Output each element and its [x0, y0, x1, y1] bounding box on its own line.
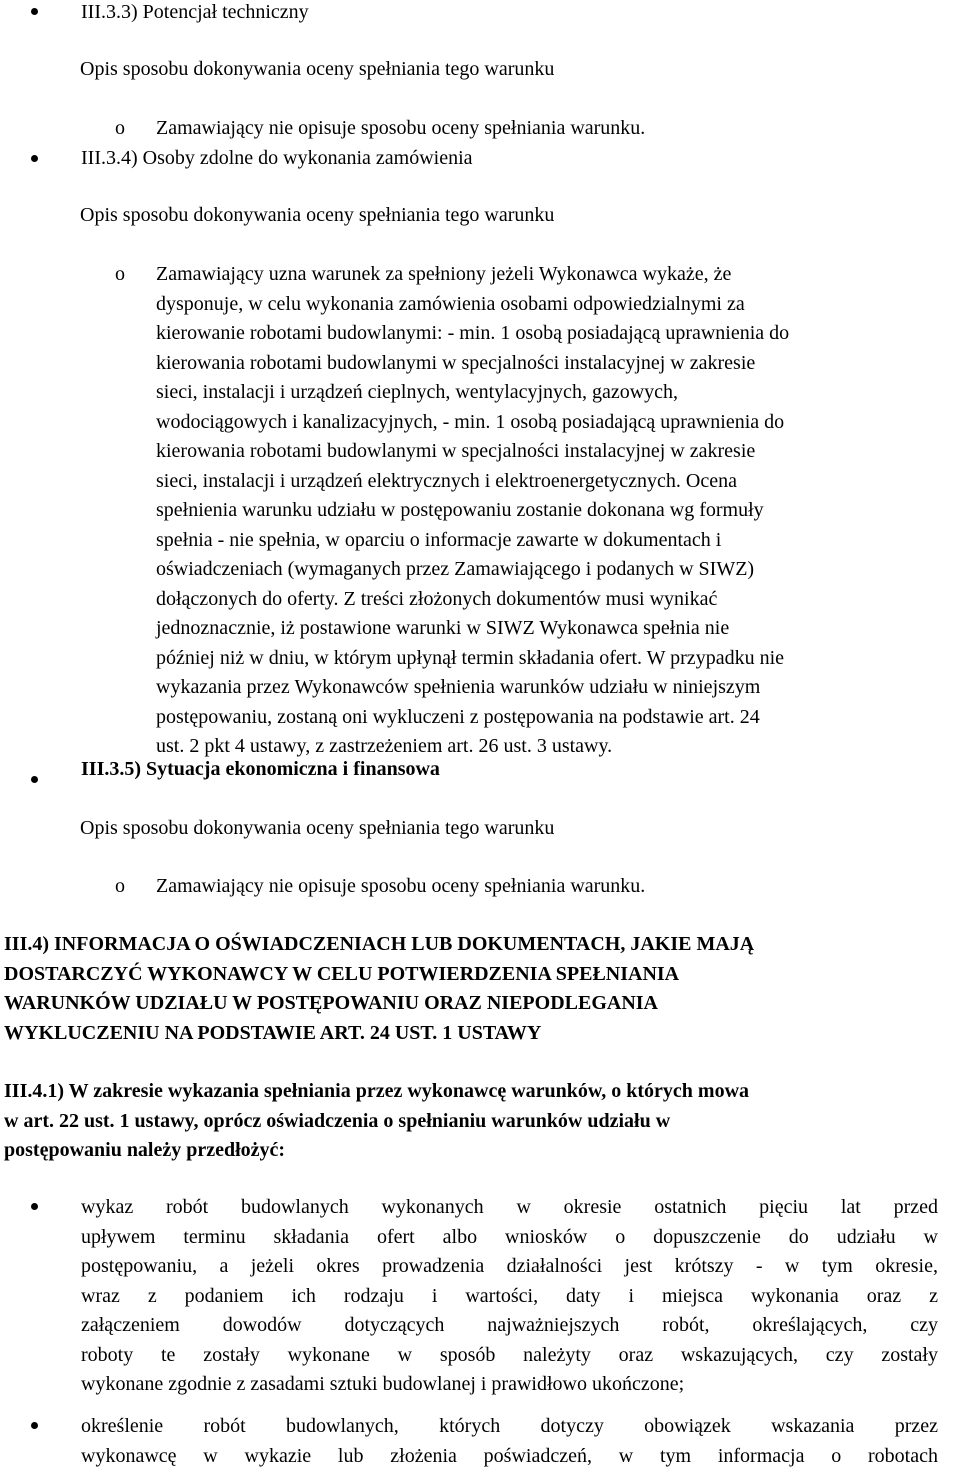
paragraph-line: oświadczeniach (wymaganych przez Zamawiającego i podanych w SIWZ): [156, 555, 938, 585]
paragraph-line: kierowania robotami budowlanymi w specjalności instalacyjnej w zakresie: [156, 349, 938, 379]
bullet-dot-icon: [31, 155, 38, 162]
list-item-line: roboty te zostały wykonane w sposób należyty oraz wskazujących, czy zostały: [81, 1341, 938, 1371]
bullet-dot-icon: [31, 8, 38, 15]
section-heading-III-4: [4, 930, 954, 1048]
bullet-dot-icon: [31, 1203, 38, 1210]
bullet-dot-icon: [31, 1422, 38, 1429]
paragraph-line: ust. 2 pkt 4 ustawy, z zastrzeżeniem art. 26 ust. 3 ustawy.: [156, 732, 938, 762]
section-heading-III-4-1: [4, 1077, 954, 1166]
paragraph-line: postępowaniu, zostaną oni wykluczeni z postępowania na podstawie art. 24: [156, 703, 938, 733]
list-item-line: załączeniem dowodów dotyczących najważniejszych robót, określających, czy: [81, 1311, 938, 1341]
list-item: [81, 1412, 938, 1471]
section-heading-III-3-4: III.3.4) Osoby zdolne do wykonania zamówienia: [81, 144, 950, 174]
heading-line: postępowaniu należy przedłożyć:: [4, 1136, 954, 1166]
paragraph-line: dysponuje, w celu wykonania zamówienia osobami odpowiedzialnymi za: [156, 290, 938, 320]
description-label: Opis sposobu dokonywania oceny spełniania tego warunku: [80, 201, 554, 231]
paragraph-line: dołączonych do oferty. Z treści złożonych dokumentów musi wynikać: [156, 585, 938, 615]
list-item-line: wraz z podaniem ich rodzaju i wartości, daty i miejsca wykonania oraz z: [81, 1282, 938, 1312]
paragraph-line: kierowania robotami budowlanymi w specjalności instalacyjnej w zakresie: [156, 437, 938, 467]
condition-note: Zamawiający nie opisuje sposobu oceny spełniania warunku.: [156, 872, 938, 902]
heading-line: w art. 22 ust. 1 ustawy, oprócz oświadczenia o spełnianiu warunków udziału w: [4, 1107, 954, 1137]
paragraph-line: Zamawiający uzna warunek za spełniony jeżeli Wykonawca wykaże, że: [156, 260, 938, 290]
list-item-line: wykonawcę w wykazie lub złożenia poświadczeń, w tym informacja o robotach: [81, 1442, 938, 1471]
list-item: [81, 1193, 938, 1400]
circle-bullet-icon: o: [115, 260, 125, 290]
list-item-line: wykonane zgodnie z zasadami sztuki budowlanej i prawidłowo ukończone;: [81, 1370, 938, 1400]
list-item-line: postępowaniu, a jeżeli okres prowadzenia działalności jest krótszy - w tym okresie,: [81, 1252, 938, 1282]
paragraph-line: wodociągowych i kanalizacyjnych, - min. 1 osobą posiadającą uprawnienia do: [156, 408, 938, 438]
list-item-line: wykaz robót budowlanych wykonanych w okresie ostatnich pięciu lat przed: [81, 1193, 938, 1223]
condition-paragraph: [156, 260, 938, 762]
circle-bullet-icon: o: [115, 872, 125, 902]
paragraph-line: wykazania przez Wykonawców spełnienia warunków udziału w niniejszym: [156, 673, 938, 703]
paragraph-line: sieci, instalacji i urządzeń elektrycznych i elektroenergetycznych. Ocena: [156, 467, 938, 497]
section-heading-III-3-3: III.3.3) Potencjał techniczny: [81, 0, 950, 28]
heading-line: WARUNKÓW UDZIAŁU W POSTĘPOWANIU ORAZ NIEPODLEGANIA: [4, 989, 954, 1019]
condition-note: Zamawiający nie opisuje sposobu oceny spełniania warunku.: [156, 114, 938, 144]
paragraph-line: spełnia - nie spełnia, w oparciu o informacje zawarte w dokumentach i: [156, 526, 938, 556]
description-label: Opis sposobu dokonywania oceny spełniania tego warunku: [80, 55, 554, 85]
heading-line: III.4.1) W zakresie wykazania spełniania przez wykonawcę warunków, o których mowa: [4, 1077, 954, 1107]
section-heading-III-3-5: III.3.5) Sytuacja ekonomiczna i finansowa: [81, 755, 950, 785]
circle-bullet-icon: o: [115, 114, 125, 144]
heading-line: WYKLUCZENIU NA PODSTAWIE ART. 24 UST. 1 USTAWY: [4, 1019, 954, 1049]
heading-line: III.4) INFORMACJA O OŚWIADCZENIACH LUB DOKUMENTACH, JAKIE MAJĄ: [4, 930, 954, 960]
description-label: Opis sposobu dokonywania oceny spełniania tego warunku: [80, 814, 554, 844]
paragraph-line: sieci, instalacji i urządzeń cieplnych, wentylacyjnych, gazowych,: [156, 378, 938, 408]
paragraph-line: spełnienia warunku udziału w postępowaniu zostanie dokonana wg formuły: [156, 496, 938, 526]
list-item-line: określenie robót budowlanych, których dotyczy obowiązek wskazania przez: [81, 1412, 938, 1442]
paragraph-line: jednoznacznie, iż postawione warunki w SIWZ Wykonawca spełnia nie: [156, 614, 938, 644]
list-item-line: upływem terminu składania ofert albo wniosków o dopuszczenie do udziału w: [81, 1223, 938, 1253]
bullet-dot-icon: [31, 776, 38, 783]
heading-line: DOSTARCZYĆ WYKONAWCY W CELU POTWIERDZENIA SPEŁNIANIA: [4, 960, 954, 990]
paragraph-line: kierowanie robotami budowlanymi: - min. 1 osobą posiadającą uprawnienia do: [156, 319, 938, 349]
paragraph-line: później niż w dniu, w którym upłynął termin składania ofert. W przypadku nie: [156, 644, 938, 674]
